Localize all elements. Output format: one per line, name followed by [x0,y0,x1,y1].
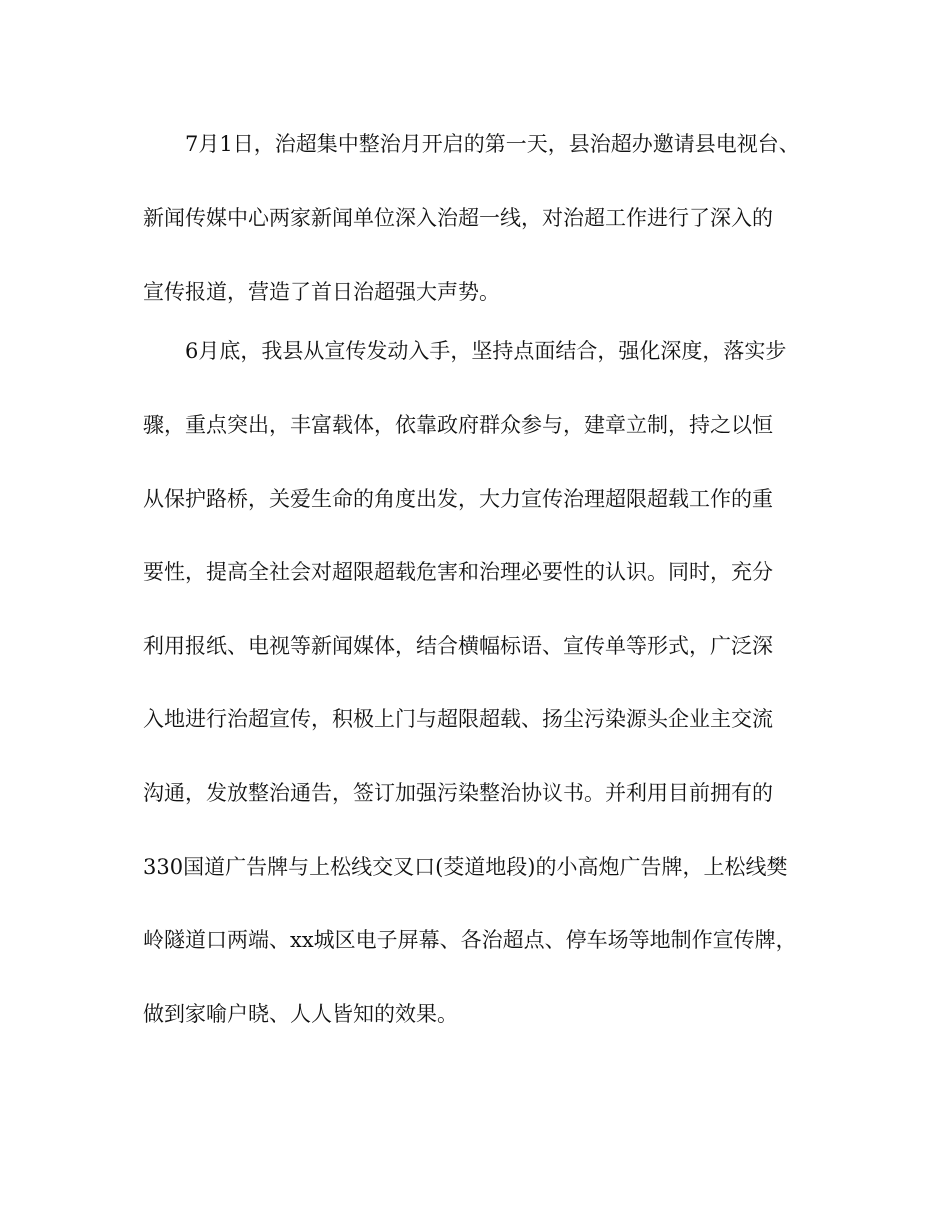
paragraph-2-line-10: 做到家喻户晓、人人皆知的效果。 [143,1002,458,1026]
paragraph-1-line-1: 7月1日，治超集中整治月开启的第一天，县治超办邀请县电视台、 [185,132,800,156]
paragraph-1-line-2: 新闻传媒中心两家新闻单位深入治超一线，对治超工作进行了深入的 [143,206,773,230]
paragraph-2-line-7: 沟通，发放整治通告，签订加强污染整治协议书。并利用目前拥有的 [143,781,773,805]
paragraph-2-line-2: 骤，重点突出，丰富载体，依靠政府群众参与，建章立制，持之以恒 [143,413,773,437]
paragraph-2-line-8: 330国道广告牌与上松线交叉口(茭道地段)的小高炮广告牌，上松线樊 [143,855,788,879]
paragraph-2-line-1: 6月底，我县从宣传发动入手，坚持点面结合，强化深度，落实步 [185,339,787,363]
paragraph-1-line-3: 宣传报道，营造了首日治超强大声势。 [143,280,500,304]
paragraph-2-line-4: 要性，提高全社会对超限超载危害和治理必要性的认识。同时，充分 [143,560,773,584]
paragraph-2-line-6: 入地进行治超宣传，积极上门与超限超载、扬尘污染源头企业主交流 [143,707,773,731]
paragraph-2-line-5: 利用报纸、电视等新闻媒体，结合横幅标语、宣传单等形式，广泛深 [143,634,773,658]
paragraph-2-line-3: 从保护路桥，关爱生命的角度出发，大力宣传治理超限超载工作的重 [143,487,773,511]
paragraph-2-line-9: 岭隧道口两端、xx城区电子屏幕、各治超点、停车场等地制作宣传牌， [143,928,797,952]
